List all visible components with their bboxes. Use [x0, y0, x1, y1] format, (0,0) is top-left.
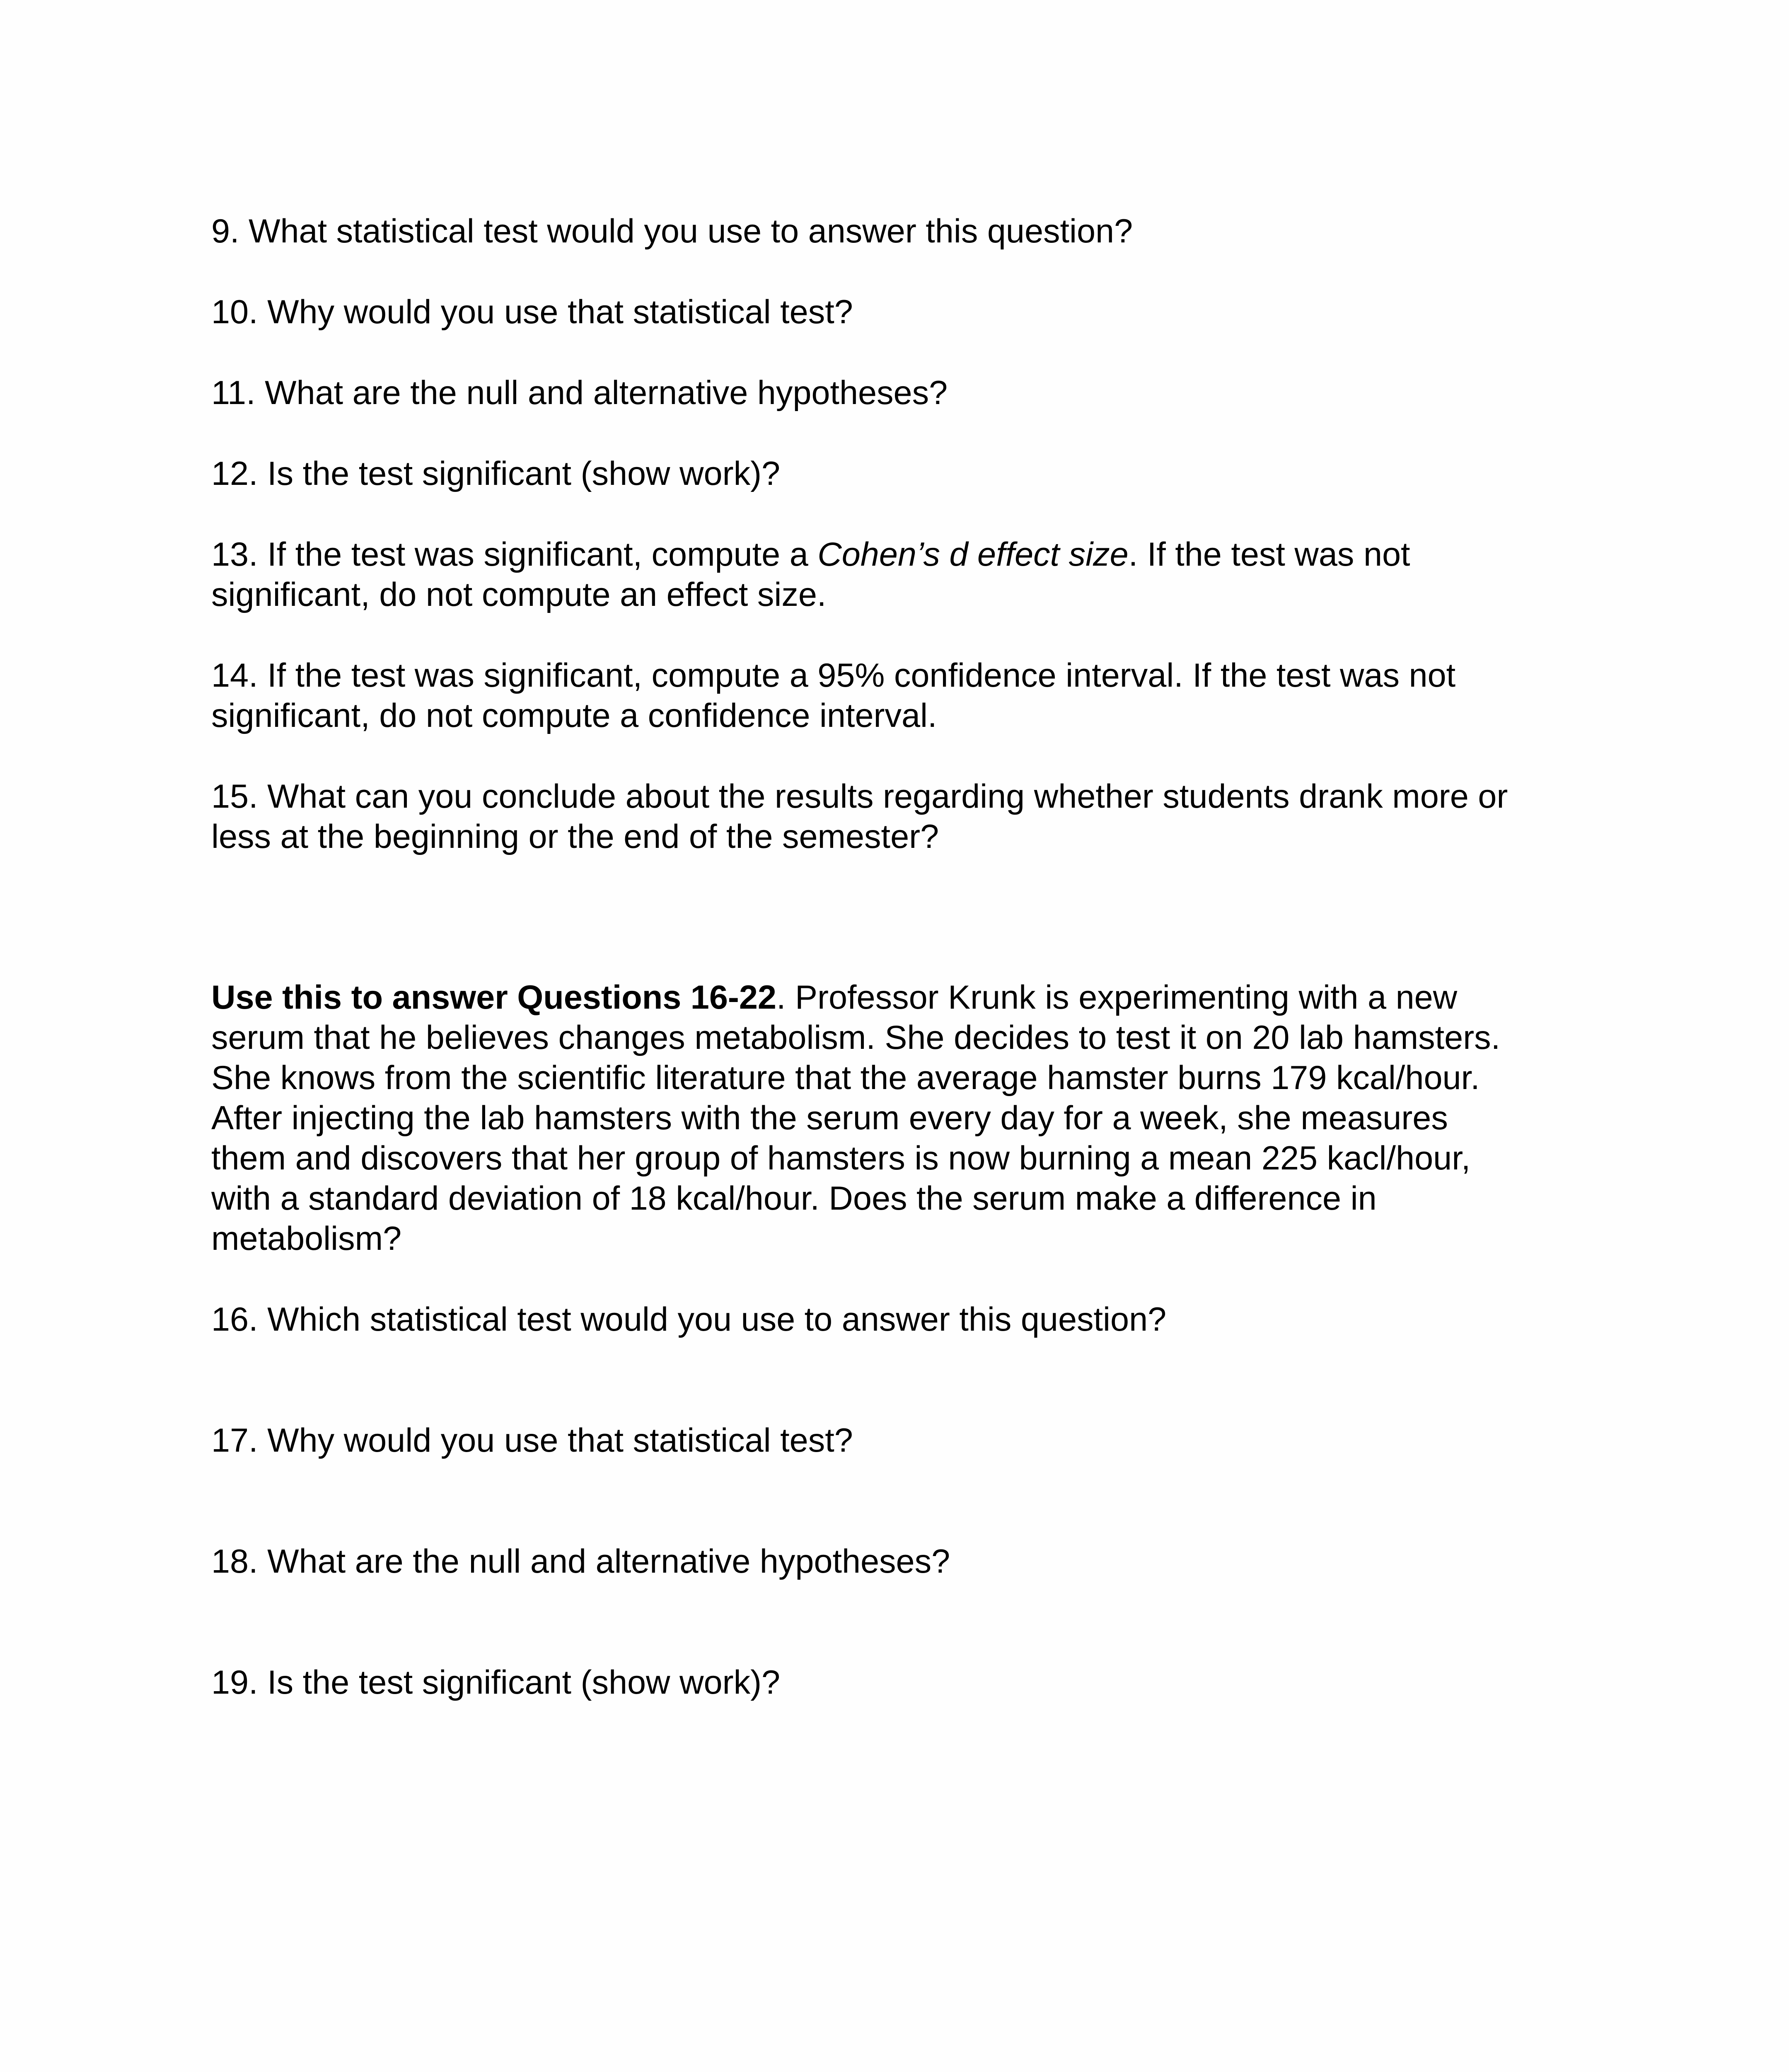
question-16: 16. Which statistical test would you use to answer this question?	[211, 1301, 1167, 1338]
question-9: 9. What statistical test would you use to answer this question?	[211, 213, 1133, 250]
question-15-line-2: less at the beginning or the end of the semester?	[211, 818, 939, 855]
scenario-paragraph	[211, 978, 1587, 1259]
question-13	[211, 535, 1587, 615]
scenario-bold-lead: Use this to answer Questions 16-22	[211, 979, 776, 1016]
question-14-line-2: significant, do not compute a confidence interval.	[211, 697, 937, 734]
question-13-line-1	[211, 535, 1587, 575]
question-11: 11. What are the null and alternative hypotheses?	[211, 374, 948, 411]
question-14	[211, 656, 1587, 736]
scenario-line-6: with a standard deviation of 18 kcal/hour. Does the serum make a difference in	[211, 1180, 1377, 1217]
question-13-line-2: significant, do not compute an effect size.	[211, 576, 827, 613]
question-19: 19. Is the test significant (show work)?	[211, 1664, 781, 1701]
question-17: 17. Why would you use that statistical test?	[211, 1422, 853, 1459]
question-10: 10. Why would you use that statistical test?	[211, 293, 853, 331]
scenario-line-1	[211, 978, 1587, 1018]
question-13-prefix: 13. If the test was significant, compute a	[211, 536, 818, 573]
scenario-line-1-rest: . Professor Krunk is experimenting with a new	[776, 979, 1458, 1016]
cohens-d-term: Cohen’s d effect size	[817, 536, 1129, 573]
question-18: 18. What are the null and alternative hypotheses?	[211, 1543, 950, 1580]
scenario-line-3: She knows from the scientific literature that the average hamster burns 179 kcal/hour.	[211, 1059, 1480, 1097]
scenario-line-4: After injecting the lab hamsters with the serum every day for a week, she measures	[211, 1099, 1448, 1137]
question-15	[211, 777, 1587, 857]
scenario-line-7: metabolism?	[211, 1220, 402, 1257]
question-15-line-1: 15. What can you conclude about the results regarding whether students drank more or	[211, 778, 1508, 815]
scenario-line-5: them and discovers that her group of hamsters is now burning a mean 225 kacl/hour,	[211, 1140, 1471, 1177]
question-13-suffix: . If the test was not	[1128, 536, 1410, 573]
scenario-line-2: serum that he believes changes metabolism. She decides to test it on 20 lab hamsters.	[211, 1019, 1501, 1056]
question-12: 12. Is the test significant (show work)?	[211, 455, 781, 492]
question-14-line-1: 14. If the test was significant, compute a 95% confidence interval. If the test was not	[211, 657, 1456, 694]
